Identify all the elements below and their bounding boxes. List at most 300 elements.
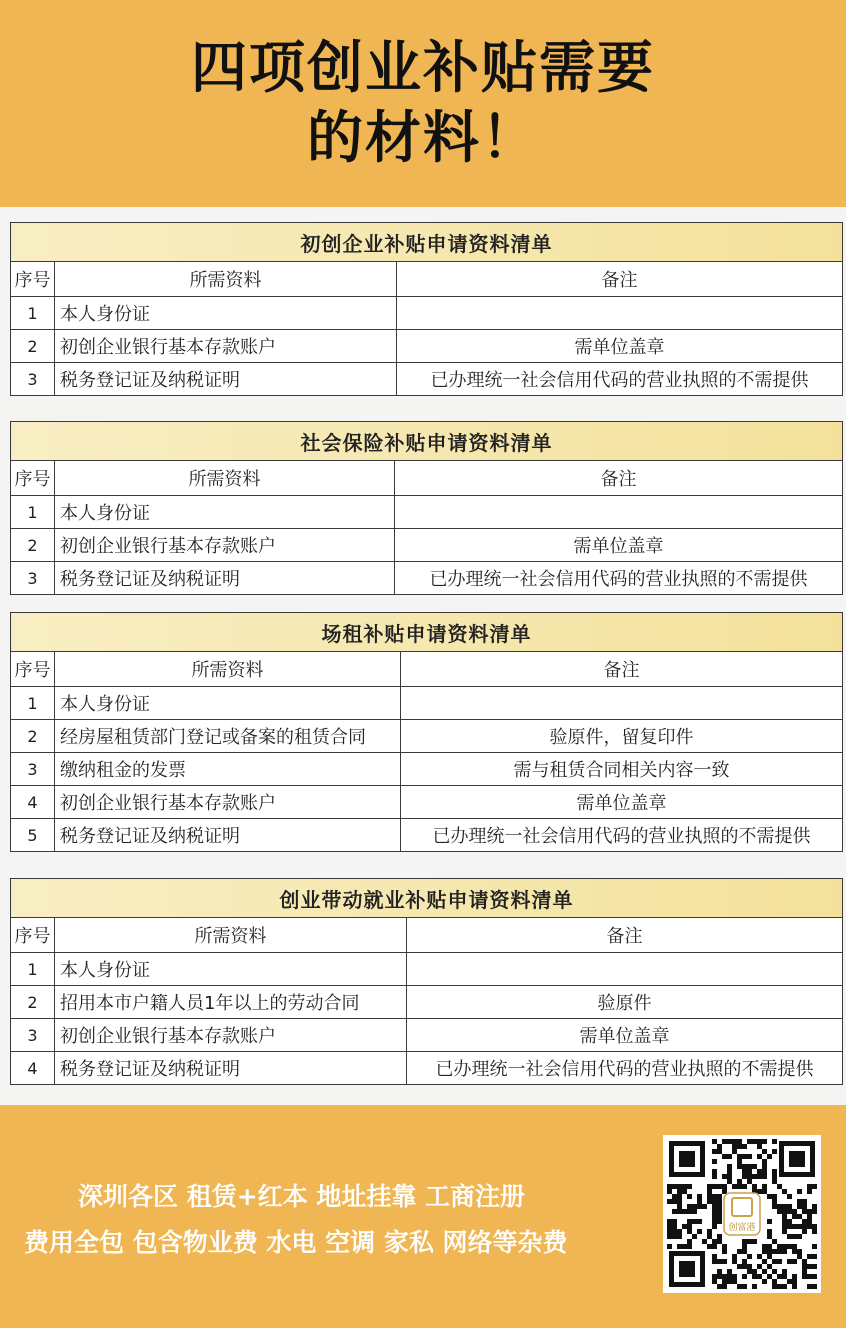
qr-module (712, 1209, 717, 1214)
qr-module (762, 1244, 767, 1249)
qr-module (712, 1254, 717, 1259)
qr-module (677, 1204, 682, 1209)
qr-module (792, 1224, 797, 1229)
row-note: 已办理统一社会信用代码的营业执照的不需提供 (397, 363, 843, 396)
qr-module (722, 1189, 727, 1194)
row-note: 需单位盖章 (395, 529, 843, 562)
qr-module (692, 1219, 697, 1224)
row-note: 需单位盖章 (407, 1019, 843, 1052)
qr-module (812, 1224, 817, 1229)
qr-module (762, 1184, 767, 1189)
row-material: 本人身份证 (55, 953, 407, 986)
qr-module (767, 1274, 772, 1279)
qr-module (812, 1244, 817, 1249)
qr-module (792, 1259, 797, 1264)
qr-module (737, 1154, 742, 1159)
qr-module (717, 1234, 722, 1239)
qr-module (802, 1264, 807, 1269)
qr-module (717, 1259, 722, 1264)
qr-module (722, 1279, 727, 1284)
qr-module (812, 1264, 817, 1269)
qr-module (717, 1194, 722, 1199)
row-note: 验原件，留复印件 (401, 720, 843, 753)
qr-module (772, 1169, 777, 1174)
qr-module (742, 1249, 747, 1254)
table-row (11, 953, 843, 986)
qr-module (782, 1224, 787, 1229)
qr-module (712, 1219, 717, 1224)
qr-module (762, 1269, 767, 1274)
qr-module (747, 1154, 752, 1159)
qr-module (742, 1184, 747, 1189)
col-header-material: 所需资料 (55, 461, 395, 496)
qr-module (677, 1199, 682, 1204)
row-material: 税务登记证及纳税证明 (55, 562, 395, 595)
qr-module (742, 1154, 747, 1159)
qr-module (722, 1284, 727, 1289)
qr-module (742, 1174, 747, 1179)
qr-module (707, 1189, 712, 1194)
row-no: 1 (11, 953, 55, 986)
qr-module (687, 1194, 692, 1199)
qr-module (797, 1254, 802, 1259)
qr-module (757, 1274, 762, 1279)
row-material: 初创企业银行基本存款账户 (55, 786, 401, 819)
qr-module (727, 1139, 732, 1144)
col-header-note: 备注 (407, 918, 843, 953)
qr-module (782, 1209, 787, 1214)
qr-module (767, 1229, 772, 1234)
row-no: 1 (11, 496, 55, 529)
qr-module (807, 1254, 812, 1259)
qr-module (712, 1149, 717, 1154)
row-material: 税务登记证及纳税证明 (55, 1052, 407, 1085)
table-title: 场租补贴申请资料清单 (11, 613, 843, 652)
row-no: 4 (11, 786, 55, 819)
qr-module (697, 1199, 702, 1204)
qr-module (757, 1169, 762, 1174)
qr-module (767, 1249, 772, 1254)
qr-module (702, 1204, 707, 1209)
qr-module (767, 1194, 772, 1199)
qr-module (792, 1284, 797, 1289)
qr-module (777, 1244, 782, 1249)
qr-module (777, 1204, 782, 1209)
qr-module (752, 1174, 757, 1179)
col-header-material: 所需资料 (55, 262, 397, 297)
row-no: 2 (11, 720, 55, 753)
qr-module (772, 1139, 777, 1144)
qr-module (772, 1199, 777, 1204)
qr-module (812, 1284, 817, 1289)
qr-module (717, 1199, 722, 1204)
qr-module (767, 1234, 772, 1239)
qr-module (742, 1244, 747, 1249)
qr-module (677, 1189, 682, 1194)
row-material: 初创企业银行基本存款账户 (55, 529, 395, 562)
qr-module (722, 1139, 727, 1144)
qr-module (787, 1194, 792, 1199)
qr-module (752, 1269, 757, 1274)
qr-module (757, 1139, 762, 1144)
table-row (11, 720, 843, 753)
qr-module (787, 1279, 792, 1284)
row-material: 税务登记证及纳税证明 (55, 819, 401, 852)
qr-module (722, 1174, 727, 1179)
qr-module (772, 1174, 777, 1179)
qr-module (777, 1184, 782, 1189)
qr-module (717, 1149, 722, 1154)
qr-module (677, 1244, 682, 1249)
qr-module (767, 1254, 772, 1259)
rent-subsidy-table (10, 612, 843, 852)
qr-module (712, 1274, 717, 1279)
qr-module (747, 1169, 752, 1174)
qr-module (737, 1179, 742, 1184)
qr-module (687, 1224, 692, 1229)
col-header-material: 所需资料 (55, 918, 407, 953)
qr-module (727, 1269, 732, 1274)
table-row (11, 786, 843, 819)
qr-module (752, 1164, 757, 1169)
row-note: 已办理统一社会信用代码的营业执照的不需提供 (395, 562, 843, 595)
qr-module (712, 1224, 717, 1229)
row-no: 3 (11, 1019, 55, 1052)
qr-module (672, 1224, 677, 1229)
row-material: 初创企业银行基本存款账户 (55, 1019, 407, 1052)
qr-module (717, 1219, 722, 1224)
qr-module (727, 1164, 732, 1169)
qr-module (777, 1259, 782, 1264)
row-material: 招用本市户籍人员1年以上的劳动合同 (55, 986, 407, 1019)
qr-module (707, 1229, 712, 1234)
qr-module (757, 1144, 762, 1149)
qr-module (742, 1284, 747, 1289)
row-note: 已办理统一社会信用代码的营业执照的不需提供 (407, 1052, 843, 1085)
col-header-note: 备注 (401, 652, 843, 687)
qr-module (772, 1239, 777, 1244)
qr-module (807, 1284, 812, 1289)
qr-module (762, 1169, 767, 1174)
qr-code[interactable] (663, 1135, 821, 1293)
qr-module (717, 1214, 722, 1219)
qr-module (742, 1274, 747, 1279)
table-row (11, 986, 843, 1019)
qr-module (787, 1224, 792, 1229)
qr-module (682, 1224, 687, 1229)
row-no: 1 (11, 687, 55, 720)
qr-module (677, 1194, 682, 1199)
qr-module (762, 1164, 767, 1169)
qr-module (732, 1254, 737, 1259)
qr-module (812, 1209, 817, 1214)
qr-module (687, 1204, 692, 1209)
qr-module (712, 1174, 717, 1179)
qr-module (782, 1219, 787, 1224)
qr-module (767, 1244, 772, 1249)
table-title: 社会保险补贴申请资料清单 (11, 422, 843, 461)
qr-module (797, 1224, 802, 1229)
row-material: 缴纳租金的发票 (55, 753, 401, 786)
qr-module (807, 1214, 812, 1219)
table-row (11, 562, 843, 595)
qr-module (677, 1184, 682, 1189)
row-material: 本人身份证 (55, 297, 397, 330)
poster-header (0, 0, 846, 207)
qr-module (782, 1229, 787, 1234)
qr-module (672, 1194, 677, 1199)
qr-module (787, 1209, 792, 1214)
qr-module (737, 1284, 742, 1289)
qr-module (787, 1234, 792, 1239)
qr-module (707, 1234, 712, 1239)
qr-module (737, 1184, 742, 1189)
qr-module (737, 1264, 742, 1269)
qr-module (687, 1219, 692, 1224)
qr-module (752, 1284, 757, 1289)
qr-module (792, 1279, 797, 1284)
qr-module (747, 1174, 752, 1179)
qr-module (692, 1234, 697, 1239)
qr-module (712, 1204, 717, 1209)
qr-module (772, 1149, 777, 1154)
qr-module (667, 1244, 672, 1249)
qr-module (727, 1154, 732, 1159)
col-header-no: 序号 (11, 262, 55, 297)
qr-module (737, 1144, 742, 1149)
qr-code-image (663, 1135, 821, 1293)
table-title: 创业带动就业补贴申请资料清单 (11, 879, 843, 918)
qr-module (687, 1184, 692, 1189)
table-row (11, 1052, 843, 1085)
qr-module (802, 1229, 807, 1234)
qr-module (667, 1234, 672, 1239)
qr-module (667, 1189, 672, 1194)
qr-module (802, 1199, 807, 1204)
qr-module (717, 1274, 722, 1279)
qr-module (732, 1259, 737, 1264)
qr-module (797, 1199, 802, 1204)
qr-module (807, 1219, 812, 1224)
employment-subsidy-table (10, 878, 843, 1085)
row-note: 验原件 (407, 986, 843, 1019)
qr-module (792, 1249, 797, 1254)
qr-module (682, 1244, 687, 1249)
table-row (11, 753, 843, 786)
qr-module (777, 1249, 782, 1254)
qr-module (712, 1279, 717, 1284)
table-row (11, 330, 843, 363)
qr-module (797, 1214, 802, 1219)
qr-module (727, 1174, 732, 1179)
qr-module (687, 1209, 692, 1214)
col-header-no: 序号 (11, 918, 55, 953)
qr-module (687, 1239, 692, 1244)
qr-module (717, 1184, 722, 1189)
qr-module (767, 1219, 772, 1224)
qr-module (712, 1139, 717, 1144)
qr-module (792, 1234, 797, 1239)
row-no: 2 (11, 529, 55, 562)
qr-module (727, 1274, 732, 1279)
qr-module (782, 1284, 787, 1289)
qr-module (772, 1179, 777, 1184)
qr-module (777, 1209, 782, 1214)
qr-module (782, 1249, 787, 1254)
qr-module (802, 1269, 807, 1274)
qr-module (807, 1184, 812, 1189)
qr-module (717, 1239, 722, 1244)
qr-module (732, 1139, 737, 1144)
qr-module (762, 1159, 767, 1164)
row-no: 3 (11, 562, 55, 595)
qr-module (787, 1244, 792, 1249)
qr-module (667, 1199, 672, 1204)
qr-module (747, 1164, 752, 1169)
qr-module (677, 1229, 682, 1234)
qr-module (717, 1204, 722, 1209)
qr-module (812, 1254, 817, 1259)
table-row (11, 363, 843, 396)
table-row (11, 529, 843, 562)
qr-module (762, 1174, 767, 1179)
headline-line-2: 的材料！ (307, 105, 539, 171)
qr-module (672, 1229, 677, 1234)
qr-module (667, 1224, 672, 1229)
qr-module (727, 1179, 732, 1184)
startup-subsidy-table (10, 222, 843, 396)
qr-module (707, 1194, 712, 1199)
qr-module (772, 1249, 777, 1254)
qr-module (737, 1139, 742, 1144)
qr-module (767, 1154, 772, 1159)
row-no: 2 (11, 330, 55, 363)
qr-module (697, 1229, 702, 1234)
qr-module (772, 1194, 777, 1199)
qr-module (772, 1284, 777, 1289)
row-material: 初创企业银行基本存款账户 (55, 330, 397, 363)
qr-module (777, 1284, 782, 1289)
row-material: 税务登记证及纳税证明 (55, 363, 397, 396)
qr-module (687, 1244, 692, 1249)
qr-module (792, 1244, 797, 1249)
qr-module (812, 1229, 817, 1234)
qr-module (762, 1149, 767, 1154)
qr-module (687, 1229, 692, 1234)
row-no: 2 (11, 986, 55, 1019)
row-note (401, 687, 843, 720)
qr-module (792, 1209, 797, 1214)
qr-module (777, 1274, 782, 1279)
qr-module (757, 1189, 762, 1194)
row-no: 3 (11, 753, 55, 786)
qr-module (782, 1189, 787, 1194)
qr-module (757, 1264, 762, 1269)
qr-module (712, 1259, 717, 1264)
qr-module (752, 1184, 757, 1189)
qr-module (782, 1214, 787, 1219)
qr-module (697, 1194, 702, 1199)
qr-module (667, 1229, 672, 1234)
qr-module (807, 1274, 812, 1279)
qr-module (792, 1274, 797, 1279)
qr-module (737, 1249, 742, 1254)
qr-module (772, 1269, 777, 1274)
qr-module (717, 1284, 722, 1289)
qr-module (772, 1279, 777, 1284)
qr-module (787, 1219, 792, 1224)
qr-module (712, 1239, 717, 1244)
qr-module (742, 1164, 747, 1169)
qr-module (717, 1269, 722, 1274)
qr-module (737, 1164, 742, 1169)
qr-module (802, 1209, 807, 1214)
qr-module (797, 1234, 802, 1239)
qr-module (742, 1169, 747, 1174)
qr-center-logo (724, 1193, 760, 1235)
qr-module (682, 1189, 687, 1194)
qr-module (697, 1204, 702, 1209)
qr-module (767, 1264, 772, 1269)
qr-module (732, 1144, 737, 1149)
qr-module (672, 1234, 677, 1239)
qr-module (812, 1274, 817, 1279)
qr-module (717, 1144, 722, 1149)
qr-module (672, 1219, 677, 1224)
row-note: 已办理统一社会信用代码的营业执照的不需提供 (401, 819, 843, 852)
qr-module (672, 1184, 677, 1189)
qr-module (747, 1254, 752, 1259)
qr-module (727, 1169, 732, 1174)
qr-module (762, 1249, 767, 1254)
qr-module (797, 1249, 802, 1254)
qr-module (732, 1274, 737, 1279)
qr-module (782, 1274, 787, 1279)
qr-module (727, 1279, 732, 1284)
qr-module (707, 1184, 712, 1189)
row-note (407, 953, 843, 986)
qr-module (742, 1264, 747, 1269)
qr-module (762, 1259, 767, 1264)
row-note: 需与租赁合同相关内容一致 (401, 753, 843, 786)
qr-module (742, 1144, 747, 1149)
table-row (11, 297, 843, 330)
col-header-no: 序号 (11, 461, 55, 496)
qr-module (677, 1234, 682, 1239)
qr-module (732, 1184, 737, 1189)
qr-module (797, 1189, 802, 1194)
row-no: 4 (11, 1052, 55, 1085)
qr-module (712, 1184, 717, 1189)
social-insurance-subsidy-table (10, 421, 843, 595)
qr-module (757, 1154, 762, 1159)
qr-module (712, 1169, 717, 1174)
qr-module (722, 1244, 727, 1249)
qr-module (762, 1139, 767, 1144)
qr-module (807, 1224, 812, 1229)
qr-module (782, 1269, 787, 1274)
qr-module (667, 1219, 672, 1224)
qr-module (787, 1204, 792, 1209)
qr-module (807, 1189, 812, 1194)
qr-module (672, 1199, 677, 1204)
qr-module (707, 1244, 712, 1249)
qr-module (692, 1204, 697, 1209)
qr-module (757, 1174, 762, 1179)
qr-module (812, 1184, 817, 1189)
qr-module (667, 1184, 672, 1189)
qr-module (802, 1219, 807, 1224)
